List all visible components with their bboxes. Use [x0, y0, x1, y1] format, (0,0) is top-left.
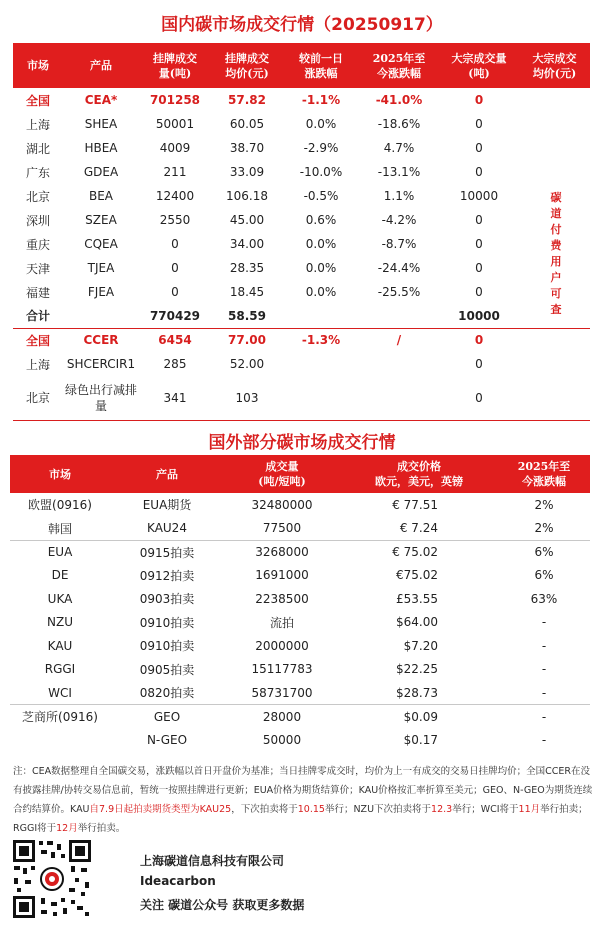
foreign-cell: $7.20 — [403, 638, 438, 653]
foreign-cell: € 7.24 — [399, 521, 438, 535]
foreign-cell: 50000 — [262, 732, 302, 747]
domestic-cell: 北京 — [13, 376, 63, 420]
foreign-cell: NZU — [47, 615, 73, 630]
foreign-cell: 2% — [534, 497, 554, 512]
domestic-cell: 0 — [475, 213, 483, 227]
foreign-cell: 63% — [530, 591, 558, 606]
foreign-cell: £53.55 — [396, 591, 438, 606]
follow-cta: 关注 碳道公众号 获取更多数据 — [140, 898, 305, 912]
domestic-cell: 341 — [139, 376, 211, 420]
foreign-row — [10, 540, 590, 564]
foreign-cell: GEO — [110, 705, 224, 729]
note-text: 举行；WCI将于 — [452, 804, 519, 815]
foreign-cell: 欧盟(0916) — [28, 498, 92, 513]
domestic-cell: -1.3% — [283, 328, 359, 352]
domestic-cell: 全国 — [25, 93, 50, 108]
foreign-row — [10, 658, 590, 682]
foreign-cell — [10, 728, 110, 752]
foreign-row — [10, 564, 590, 588]
domestic-cell — [519, 328, 590, 352]
foreign-header-cell: 2025年至 今涨跌幅 — [498, 455, 590, 493]
domestic-market-table — [13, 43, 590, 421]
domestic-cell: SHEA — [84, 117, 118, 131]
foreign-cell: DE — [51, 568, 69, 583]
domestic-cell: 上海 — [25, 357, 50, 372]
domestic-header-row — [13, 43, 590, 88]
domestic-cell: 77.00 — [211, 328, 283, 352]
domestic-cell: BEA — [88, 189, 114, 203]
domestic-row — [13, 256, 590, 280]
domestic-cell — [283, 352, 359, 376]
domestic-cell: 天津 — [25, 261, 50, 276]
domestic-cell: 38.70 — [229, 141, 265, 155]
domestic-cell: -0.5% — [303, 189, 339, 203]
domestic-header-cell: 较前一日 涨跌幅 — [283, 43, 359, 88]
domestic-cell: 701258 — [149, 93, 201, 107]
domestic-header-cell: 大宗成交量 (吨) — [439, 43, 519, 88]
domestic-cell: HBEA — [84, 141, 118, 155]
foreign-cell: EUA期货 — [142, 498, 192, 513]
domestic-cell — [283, 376, 359, 420]
domestic-cell: 0 — [171, 285, 179, 299]
foreign-cell: 6% — [498, 540, 590, 564]
domestic-cell: SHCERCIR1 — [66, 357, 136, 371]
domestic-cell: 0 — [439, 376, 519, 420]
foreign-cell: EUA — [10, 540, 110, 564]
foreign-cell: - — [498, 705, 590, 729]
foreign-row — [10, 493, 590, 517]
domestic-cell: CCER — [63, 328, 139, 352]
domestic-row — [13, 232, 590, 256]
domestic-cell — [359, 352, 439, 376]
domestic-row — [13, 328, 590, 352]
domestic-cell — [63, 304, 139, 328]
domestic-cell: 211 — [163, 165, 187, 179]
foreign-cell: 0903拍卖 — [139, 592, 195, 607]
domestic-cell — [519, 160, 590, 184]
foreign-header-cell: 产品 — [110, 455, 224, 493]
domestic-cell: 0 — [475, 165, 483, 179]
domestic-cell: 60.05 — [229, 117, 265, 131]
foreign-cell: $0.17 — [403, 732, 438, 747]
domestic-row — [13, 280, 590, 304]
domestic-row — [13, 376, 590, 420]
foreign-cell: 0820拍卖 — [139, 686, 195, 700]
domestic-header-cell: 挂牌成交 量(吨) — [139, 43, 211, 88]
domestic-cell: 0 — [475, 237, 483, 251]
domestic-cell: 合计 — [13, 304, 63, 328]
note-text: 举行；NZU下次拍卖将于 — [324, 804, 432, 815]
foreign-cell: - — [541, 732, 547, 747]
domestic-cell: 湖北 — [25, 141, 50, 156]
domestic-cell: 2550 — [159, 213, 191, 227]
foreign-header-row — [10, 455, 590, 493]
domestic-cell: 0.0% — [305, 117, 337, 131]
domestic-cell — [359, 376, 439, 420]
foreign-cell: € 75.02 — [340, 540, 498, 564]
domestic-cell: 4.7% — [383, 141, 415, 155]
domestic-cell: 0.0% — [305, 285, 337, 299]
domestic-cell: 770429 — [139, 304, 211, 328]
foreign-cell: N-GEO — [146, 732, 188, 747]
domestic-cell: 10000 — [439, 304, 519, 328]
foreign-cell: $64.00 — [396, 615, 438, 630]
domestic-cell: -8.7% — [381, 237, 417, 251]
domestic-cell: 28.35 — [229, 261, 265, 275]
foreign-cell: 0910拍卖 — [139, 639, 195, 654]
note-highlight: 11月 — [518, 804, 541, 815]
foreign-cell: 2% — [534, 521, 554, 535]
domestic-cell: 0 — [475, 141, 483, 155]
brand-name: Ideacarbon — [140, 874, 216, 888]
qr-code-icon — [11, 838, 93, 920]
foreign-cell: 15117783 — [251, 662, 313, 677]
foreign-cell: 28000 — [224, 705, 340, 729]
domestic-cell: 285 — [163, 357, 187, 371]
domestic-header-cell: 挂牌成交 均价(元) — [211, 43, 283, 88]
domestic-cell: 绿色出行减排量 — [63, 376, 139, 420]
foreign-cell: KAU24 — [147, 521, 187, 535]
domestic-cell: -10.0% — [299, 165, 343, 179]
domestic-cell — [519, 112, 590, 136]
foreign-cell: $0.09 — [340, 705, 498, 729]
foreign-cell: 0905拍卖 — [139, 662, 195, 677]
foreign-header-cell: 成交量 (吨/短吨) — [224, 455, 340, 493]
paid-user-note: 碳道付费用户可查 — [550, 191, 562, 316]
domestic-cell: 0 — [474, 93, 484, 107]
domestic-cell: 103 — [211, 376, 283, 420]
foreign-cell: €75.02 — [396, 568, 438, 583]
note-text: ，下次拍卖将于 — [231, 804, 298, 815]
domestic-cell: 1.1% — [383, 189, 415, 203]
foreign-cell: 32480000 — [251, 497, 313, 512]
foreign-cell: - — [541, 662, 547, 677]
domestic-cell: TJEA — [87, 261, 115, 275]
foreign-row — [10, 611, 590, 635]
domestic-header-cell: 市场 — [13, 43, 63, 88]
domestic-cell: -1.1% — [301, 93, 341, 107]
foreign-cell: 0915拍卖 — [110, 540, 224, 564]
note-highlight: 自7.9日起拍卖期货类型为KAU25 — [89, 804, 232, 815]
domestic-cell: 深圳 — [25, 213, 50, 228]
domestic-cell — [359, 304, 439, 328]
domestic-cell: 57.82 — [228, 93, 266, 107]
domestic-row — [13, 184, 590, 208]
foreign-cell: 1691000 — [255, 568, 309, 583]
note-highlight: 12月 — [56, 823, 78, 834]
domestic-cell: 6454 — [139, 328, 211, 352]
domestic-cell: 福建 — [25, 285, 50, 300]
note-highlight: 10.15 — [297, 804, 325, 815]
domestic-cell: 0 — [439, 328, 519, 352]
domestic-row — [13, 112, 590, 136]
domestic-cell: 0.6% — [305, 213, 337, 227]
footnote — [13, 762, 593, 838]
note-text: 举行拍卖；RGGI将于 — [13, 804, 588, 834]
domestic-cell: 34.00 — [229, 237, 265, 251]
foreign-cell: - — [541, 638, 547, 653]
domestic-cell: -2.9% — [303, 141, 339, 155]
foreign-cell: RGGI — [44, 662, 76, 677]
foreign-cell: 0912拍卖 — [139, 568, 195, 583]
domestic-cell: -18.6% — [377, 117, 421, 131]
domestic-cell: 4009 — [159, 141, 191, 155]
foreign-cell: 韩国 — [47, 521, 72, 536]
domestic-cell: CEA* — [84, 93, 118, 107]
foreign-market-table — [10, 455, 590, 752]
domestic-cell: CQEA — [84, 237, 118, 251]
foreign-row — [10, 587, 590, 611]
foreign-title: 国外部分碳市场成交行情 — [208, 433, 396, 453]
note-text: 举行拍卖。 — [77, 823, 126, 834]
foreign-header-cell: 市场 — [10, 455, 110, 493]
domestic-cell: 10000 — [459, 189, 499, 203]
domestic-row — [13, 352, 590, 376]
domestic-cell: 0 — [475, 285, 483, 299]
domestic-cell: 0 — [171, 261, 179, 275]
domestic-cell: 重庆 — [25, 237, 50, 252]
domestic-cell: 106.18 — [226, 189, 268, 203]
domestic-cell: 广东 — [25, 165, 50, 180]
foreign-body — [10, 493, 590, 752]
domestic-cell: -24.4% — [377, 261, 421, 275]
foreign-cell: 6% — [534, 568, 554, 583]
domestic-cell: 58.59 — [211, 304, 283, 328]
domestic-cell: 0.0% — [305, 261, 337, 275]
domestic-row — [13, 160, 590, 184]
domestic-cell: 18.45 — [229, 285, 265, 299]
domestic-cell: 33.09 — [229, 165, 265, 179]
domestic-cell: 45.00 — [229, 213, 265, 227]
foreign-cell: 流拍 — [269, 615, 294, 630]
domestic-cell: 50001 — [155, 117, 195, 131]
domestic-cell: -13.1% — [377, 165, 421, 179]
foreign-row — [10, 634, 590, 658]
foreign-cell: UKA — [47, 591, 73, 606]
domestic-body — [13, 88, 590, 420]
domestic-cell: 12400 — [155, 189, 195, 203]
foreign-cell: 2000000 — [255, 638, 309, 653]
domestic-header-cell: 2025年至 今涨跌幅 — [359, 43, 439, 88]
domestic-cell — [519, 376, 590, 420]
domestic-header-cell: 产品 — [63, 43, 139, 88]
domestic-row — [13, 304, 590, 328]
foreign-cell: 77500 — [262, 521, 302, 535]
domestic-cell: -41.0% — [375, 93, 423, 107]
foreign-cell: € 77.51 — [392, 497, 438, 512]
domestic-cell — [519, 88, 590, 112]
domestic-cell: 上海 — [25, 117, 50, 132]
domestic-cell: SZEA — [85, 213, 117, 227]
foreign-row — [10, 728, 590, 752]
domestic-cell: FJEA — [87, 285, 115, 299]
foreign-cell: WCI — [48, 685, 72, 700]
foreign-row — [10, 705, 590, 729]
foreign-cell: 芝商所(0916) — [10, 705, 110, 729]
foreign-cell: KAU — [47, 638, 73, 653]
foreign-cell: $22.25 — [396, 662, 438, 677]
foreign-row — [10, 517, 590, 541]
domestic-cell: -4.2% — [381, 213, 417, 227]
foreign-header-cell: 成交价格 欧元，美元，英镑 — [340, 455, 498, 493]
domestic-cell: 0 — [171, 237, 179, 251]
domestic-cell: 全国 — [13, 328, 63, 352]
domestic-cell: 0 — [475, 357, 483, 371]
domestic-title: 国内碳市场成交行情（20250917） — [161, 15, 443, 35]
note-text: 注：CEA数据整理自全国碳交易，涨跌幅以首日开盘价为基准；当日挂牌零成交时，均价为上一有成交的交易日挂牌均价；全国CCER在没有披露挂牌/协转交易信息前，暂统一按照挂牌进行更新；EUA价格为期货结算价；KAU价格按汇率折算至美元；GEO、N-GEO为期货连续合约结算价。KAU — [13, 766, 593, 815]
foreign-cell: 2238500 — [255, 591, 309, 606]
note-highlight: 12.3 — [431, 804, 453, 815]
domestic-row — [13, 136, 590, 160]
foreign-cell: - — [541, 685, 547, 700]
foreign-cell: 58731700 — [251, 685, 313, 700]
foreign-cell: - — [541, 615, 547, 630]
company-name: 上海碳道信息科技有限公司 — [140, 854, 285, 868]
domestic-cell — [519, 136, 590, 160]
domestic-cell: 0.0% — [305, 237, 337, 251]
domestic-header-cell: 大宗成交 均价(元) — [519, 43, 590, 88]
domestic-cell: / — [359, 328, 439, 352]
domestic-cell: 北京 — [25, 189, 50, 204]
domestic-cell — [519, 352, 590, 376]
domestic-cell — [283, 304, 359, 328]
foreign-cell: 0910拍卖 — [139, 615, 195, 630]
domestic-cell: 0 — [475, 117, 483, 131]
domestic-row — [13, 208, 590, 232]
foreign-cell: 3268000 — [224, 540, 340, 564]
domestic-cell: 0 — [475, 261, 483, 275]
domestic-cell: GDEA — [83, 165, 119, 179]
foreign-row — [10, 681, 590, 705]
foreign-cell: $28.73 — [396, 685, 438, 700]
domestic-cell: -25.5% — [377, 285, 421, 299]
domestic-row — [13, 88, 590, 112]
domestic-cell: 52.00 — [229, 357, 265, 371]
